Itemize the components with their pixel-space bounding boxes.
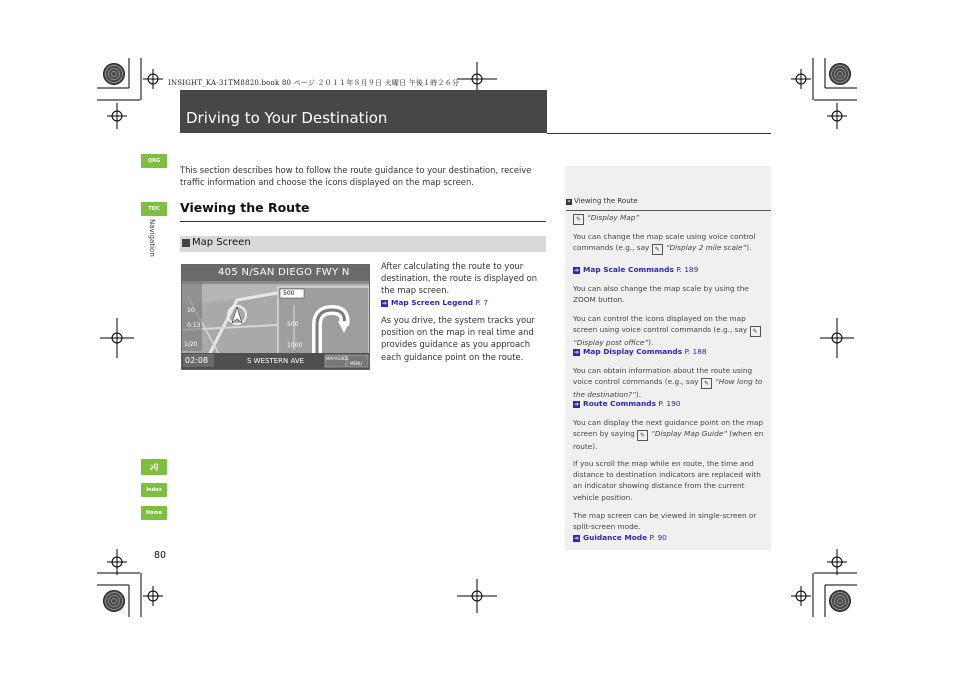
- body-paragraph-2: As you drive, the system tracks your position on the map in real time and provides guidance as you approach each guidance point on the route.: [381, 315, 535, 362]
- tab-voice[interactable]: [141, 459, 167, 475]
- map-graphic: [182, 265, 369, 369]
- body-paragraph-1: After calculating the route to your destination, the route is displayed on the map screen.: [381, 261, 538, 296]
- map-screen-image: [181, 264, 370, 370]
- arrow-right-icon: ➔: [573, 267, 580, 274]
- arrow-right-icon: ➔: [381, 300, 388, 307]
- sidebar-command-display-map: ✎ “Display Map”: [573, 212, 765, 225]
- print-file-info: INSIGHT_KA-31TM8820.book 80 ページ ２０１１年８月９日 火曜日 午後１時２６分: [168, 79, 460, 87]
- voice-command-icon: ✎: [750, 326, 761, 337]
- map-left-value-3: 1/20: [184, 341, 198, 348]
- page-title: Driving to Your Destination: [186, 109, 388, 127]
- tab-index[interactable]: Index: [141, 483, 167, 497]
- sidebar-heading: » Viewing the Route: [567, 197, 638, 205]
- sidebar-paragraph-1: You can change the map scale using voice control commands (e.g., say ✎ “Display 2 mile scale”).: [573, 232, 756, 254]
- title-rule: [547, 133, 771, 134]
- sidebar-rule: [566, 210, 771, 211]
- arrow-right-icon: ➔: [573, 349, 580, 356]
- map-road-name: 405 N/SAN DIEGO FWY N: [218, 267, 350, 278]
- sidebar-paragraph-6: If you scroll the map while en route, the time and distance to destination indicators are replaced with an indicator showing distance from the current vehicle position.: [573, 459, 761, 502]
- link-map-display-commands[interactable]: ➔ Map Display Commands P. 188: [573, 347, 707, 356]
- sidebar-paragraph-5: You can display the next guidance point on the map screen by saying ✎ “Display Map Guide” (when en route).: [573, 418, 764, 452]
- map-guide-button: MAP/GUIDE: [326, 356, 349, 361]
- double-chevron-icon: »: [567, 198, 571, 205]
- map-left-value-2: 0:13: [187, 322, 201, 329]
- link-map-screen-legend[interactable]: ➔ Map Screen Legend P. 7: [381, 298, 489, 307]
- section-title: Viewing the Route: [180, 200, 310, 215]
- subsection-title: Map Screen: [192, 237, 251, 248]
- map-distance-mark-1: 500: [287, 321, 299, 328]
- link-map-scale-commands[interactable]: ➔ Map Scale Commands P. 189: [573, 265, 699, 274]
- voice-icon: [148, 461, 160, 473]
- section-label-navigation: Navigation: [148, 219, 156, 257]
- intro-paragraph: This section describes how to follow the route guidance to your destination, receive traffic information and choose the icons displayed on the map screen.: [180, 165, 532, 188]
- page-number: 80: [154, 550, 167, 561]
- voice-command-icon: ✎: [637, 430, 648, 441]
- sidebar-paragraph-4: You can obtain information about the route using voice control commands (e.g., say ✎ “How long to the destination?”).: [573, 366, 763, 400]
- arrow-right-icon: ➔: [573, 401, 580, 408]
- map-street-name: S WESTERN AVE: [247, 357, 305, 365]
- map-distance-mark-2: 1000: [287, 342, 303, 349]
- map-scale-label: 500: [283, 290, 295, 297]
- arrow-right-icon: ➔: [573, 535, 580, 542]
- link-route-commands[interactable]: ➔ Route Commands P. 190: [573, 399, 681, 408]
- map-clock: 02:08: [185, 356, 209, 365]
- sidebar-paragraph-7: The map screen can be viewed in single-screen or split-screen mode.: [573, 511, 757, 532]
- tab-home[interactable]: Home: [141, 506, 167, 520]
- sidebar-paragraph-2: You can also change the map scale by using the ZOOM button.: [573, 284, 749, 305]
- section-rule: [180, 221, 546, 222]
- sidebar-paragraph-3: You can control the icons displayed on the map screen using voice control commands (e.g., say ✎“Display post office”).: [573, 313, 765, 348]
- tab-qrg[interactable]: QRG: [141, 154, 167, 168]
- voice-command-icon: ✎: [701, 378, 712, 389]
- subsection-marker: [182, 239, 190, 247]
- voice-command-icon: ✎: [573, 214, 584, 225]
- map-menu-button: MENU: [350, 361, 362, 366]
- map-left-value-1: 10: [187, 307, 195, 314]
- link-guidance-mode[interactable]: ➔ Guidance Mode P. 90: [573, 533, 667, 542]
- tab-toc[interactable]: TOC: [141, 202, 167, 216]
- voice-command-icon: ✎: [652, 244, 663, 255]
